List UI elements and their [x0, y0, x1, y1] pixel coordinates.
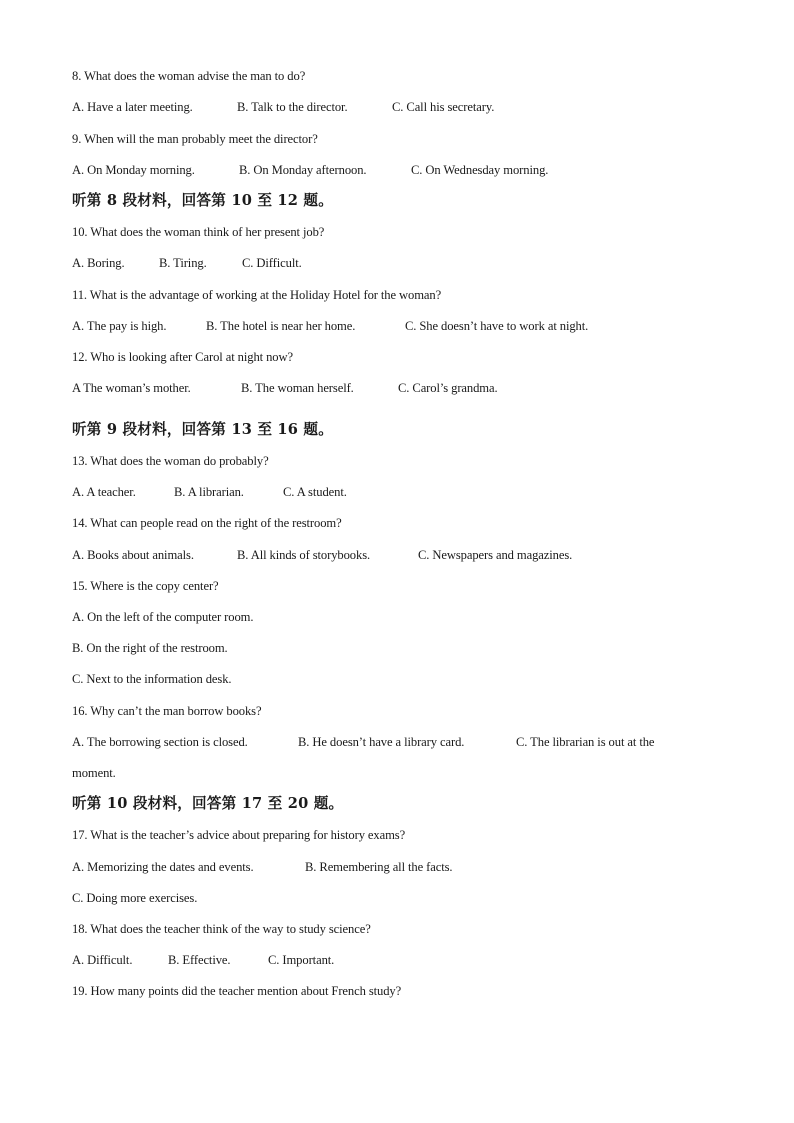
option-c: C. She doesn’t have to work at night. [405, 319, 589, 333]
question-15-option-b: B. On the right of the restroom. [72, 641, 228, 655]
option-a: A The woman’s mother. [72, 381, 191, 395]
question-13: 13. What does the woman do probably? [72, 454, 269, 468]
section-heading-8: 听第 8 段材料，回答第 10 至 12 题。 [72, 192, 333, 209]
question-8-options [72, 99, 494, 115]
question-15-option-c: C. Next to the information desk. [72, 672, 232, 686]
section-heading-9: 听第 9 段材料，回答第 13 至 16 题。 [72, 421, 333, 438]
option-a: A. A teacher. [72, 485, 136, 499]
option-c: C. Newspapers and magazines. [418, 548, 573, 562]
question-17-option-c: C. Doing more exercises. [72, 891, 198, 905]
option-a: A. Memorizing the dates and events. [72, 860, 254, 874]
option-a: A. Books about animals. [72, 548, 194, 562]
question-13-options [72, 484, 347, 500]
option-a: A. Have a later meeting. [72, 100, 193, 114]
question-12: 12. Who is looking after Carol at night now? [72, 350, 293, 364]
question-10-options [72, 255, 302, 271]
question-15: 15. Where is the copy center? [72, 579, 219, 593]
question-18: 18. What does the teacher think of the way to study science? [72, 922, 371, 936]
section-heading-10: 听第 10 段材料，回答第 17 至 20 题。 [72, 795, 344, 812]
question-9: 9. When will the man probably meet the director? [72, 132, 318, 146]
option-c: C. On Wednesday morning. [411, 163, 549, 177]
question-18-options [72, 952, 334, 968]
option-a: A. On Monday morning. [72, 163, 195, 177]
option-b: B. Effective. [168, 953, 231, 967]
option-c: C. The librarian is out at the [516, 735, 655, 749]
option-a: A. The borrowing section is closed. [72, 735, 248, 749]
question-19: 19. How many points did the teacher mention about French study? [72, 984, 402, 998]
option-b: B. The hotel is near her home. [206, 319, 356, 333]
question-10: 10. What does the woman think of her present job? [72, 225, 325, 239]
option-b: B. The woman herself. [241, 381, 354, 395]
option-b: B. A librarian. [174, 485, 244, 499]
option-a: A. Difficult. [72, 953, 133, 967]
option-b: B. Talk to the director. [237, 100, 348, 114]
option-c: C. Difficult. [242, 256, 302, 270]
option-b: B. On Monday afternoon. [239, 163, 367, 177]
option-a: A. Boring. [72, 256, 125, 270]
question-14-options [72, 547, 572, 563]
option-c: C. A student. [283, 485, 347, 499]
option-b: B. He doesn’t have a library card. [298, 735, 465, 749]
option-c: C. Important. [268, 953, 335, 967]
question-15-option-a: A. On the left of the computer room. [72, 610, 254, 624]
question-12-options [72, 380, 498, 396]
option-b: B. All kinds of storybooks. [237, 548, 371, 562]
question-14: 14. What can people read on the right of the restroom? [72, 516, 342, 530]
question-17: 17. What is the teacher’s advice about preparing for history exams? [72, 828, 406, 842]
question-16-option-c-continued: moment. [72, 766, 116, 780]
question-17-options [72, 859, 452, 875]
option-c: C. Carol’s grandma. [398, 381, 498, 395]
question-8: 8. What does the woman advise the man to do? [72, 69, 306, 83]
option-a: A. The pay is high. [72, 319, 167, 333]
question-16: 16. Why can’t the man borrow books? [72, 704, 262, 718]
question-9-options [72, 162, 548, 178]
question-16-options [72, 734, 654, 750]
question-11: 11. What is the advantage of working at the Holiday Hotel for the woman? [72, 288, 442, 302]
option-b: B. Remembering all the facts. [305, 860, 453, 874]
option-b: B. Tiring. [159, 256, 207, 270]
option-c: C. Call his secretary. [392, 100, 495, 114]
question-11-options [72, 318, 588, 334]
